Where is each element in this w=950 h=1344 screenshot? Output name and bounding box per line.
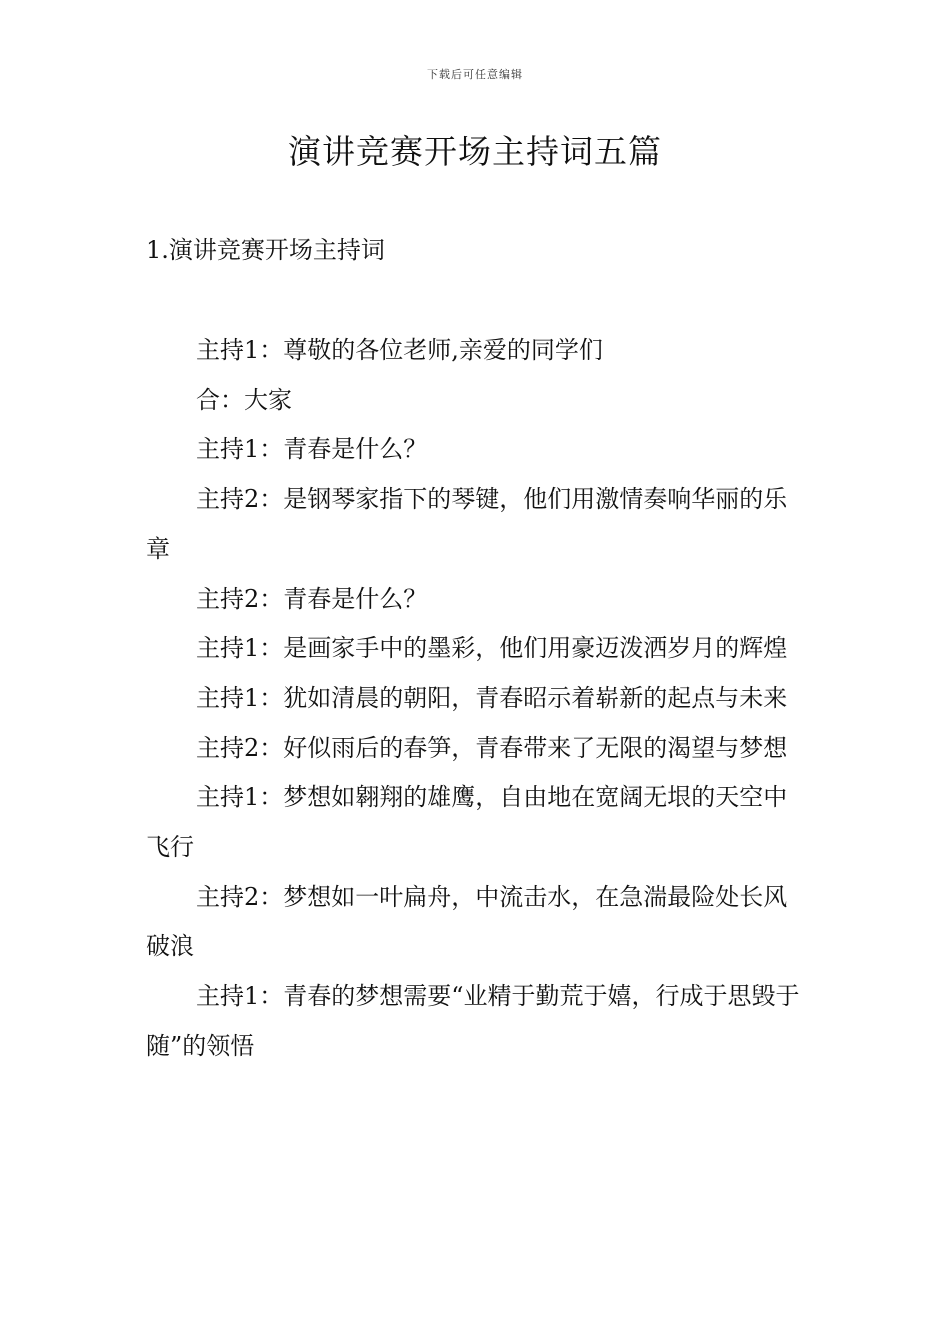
header-note: 下载后可任意编辑 — [427, 68, 523, 81]
paragraph: 主持1：尊敬的各位老师,亲爱的同学们 — [196, 336, 603, 364]
paragraph: 主持1：犹如清晨的朝阳，青春昭示着崭新的起点与未来 — [196, 683, 788, 712]
document-title: 演讲竞赛开场主持词五篇 — [288, 132, 662, 171]
paragraph: 主持1：梦想如翱翔的雄鹰，自由地在宽阔无垠的天空中飞行 — [146, 783, 788, 862]
paragraph: 主持1：是画家手中的墨彩，他们用豪迈泼洒岁月的辉煌 — [196, 634, 788, 663]
paragraph: 主持1：青春是什么？ — [196, 435, 428, 464]
paragraph: 主持1：青春的梦想需要“业精于勤荒于嬉，行成于思毁于随”的领悟 — [146, 982, 800, 1060]
paragraph: 主持2：梦想如一叶扁舟，中流击水，在急湍最险处长风破浪 — [146, 882, 788, 961]
section-heading: 1.演讲竞赛开场主持词 — [146, 236, 385, 264]
paragraph: 主持2：青春是什么？ — [196, 584, 428, 613]
paragraph: 主持2：好似雨后的春笋，青春带来了无限的渴望与梦想 — [196, 733, 788, 762]
paragraph: 主持2：是钢琴家指下的琴键，他们用激情奏响华丽的乐章 — [146, 485, 788, 563]
paragraph: 合：大家 — [196, 385, 292, 414]
body-text — [146, 326, 808, 1072]
